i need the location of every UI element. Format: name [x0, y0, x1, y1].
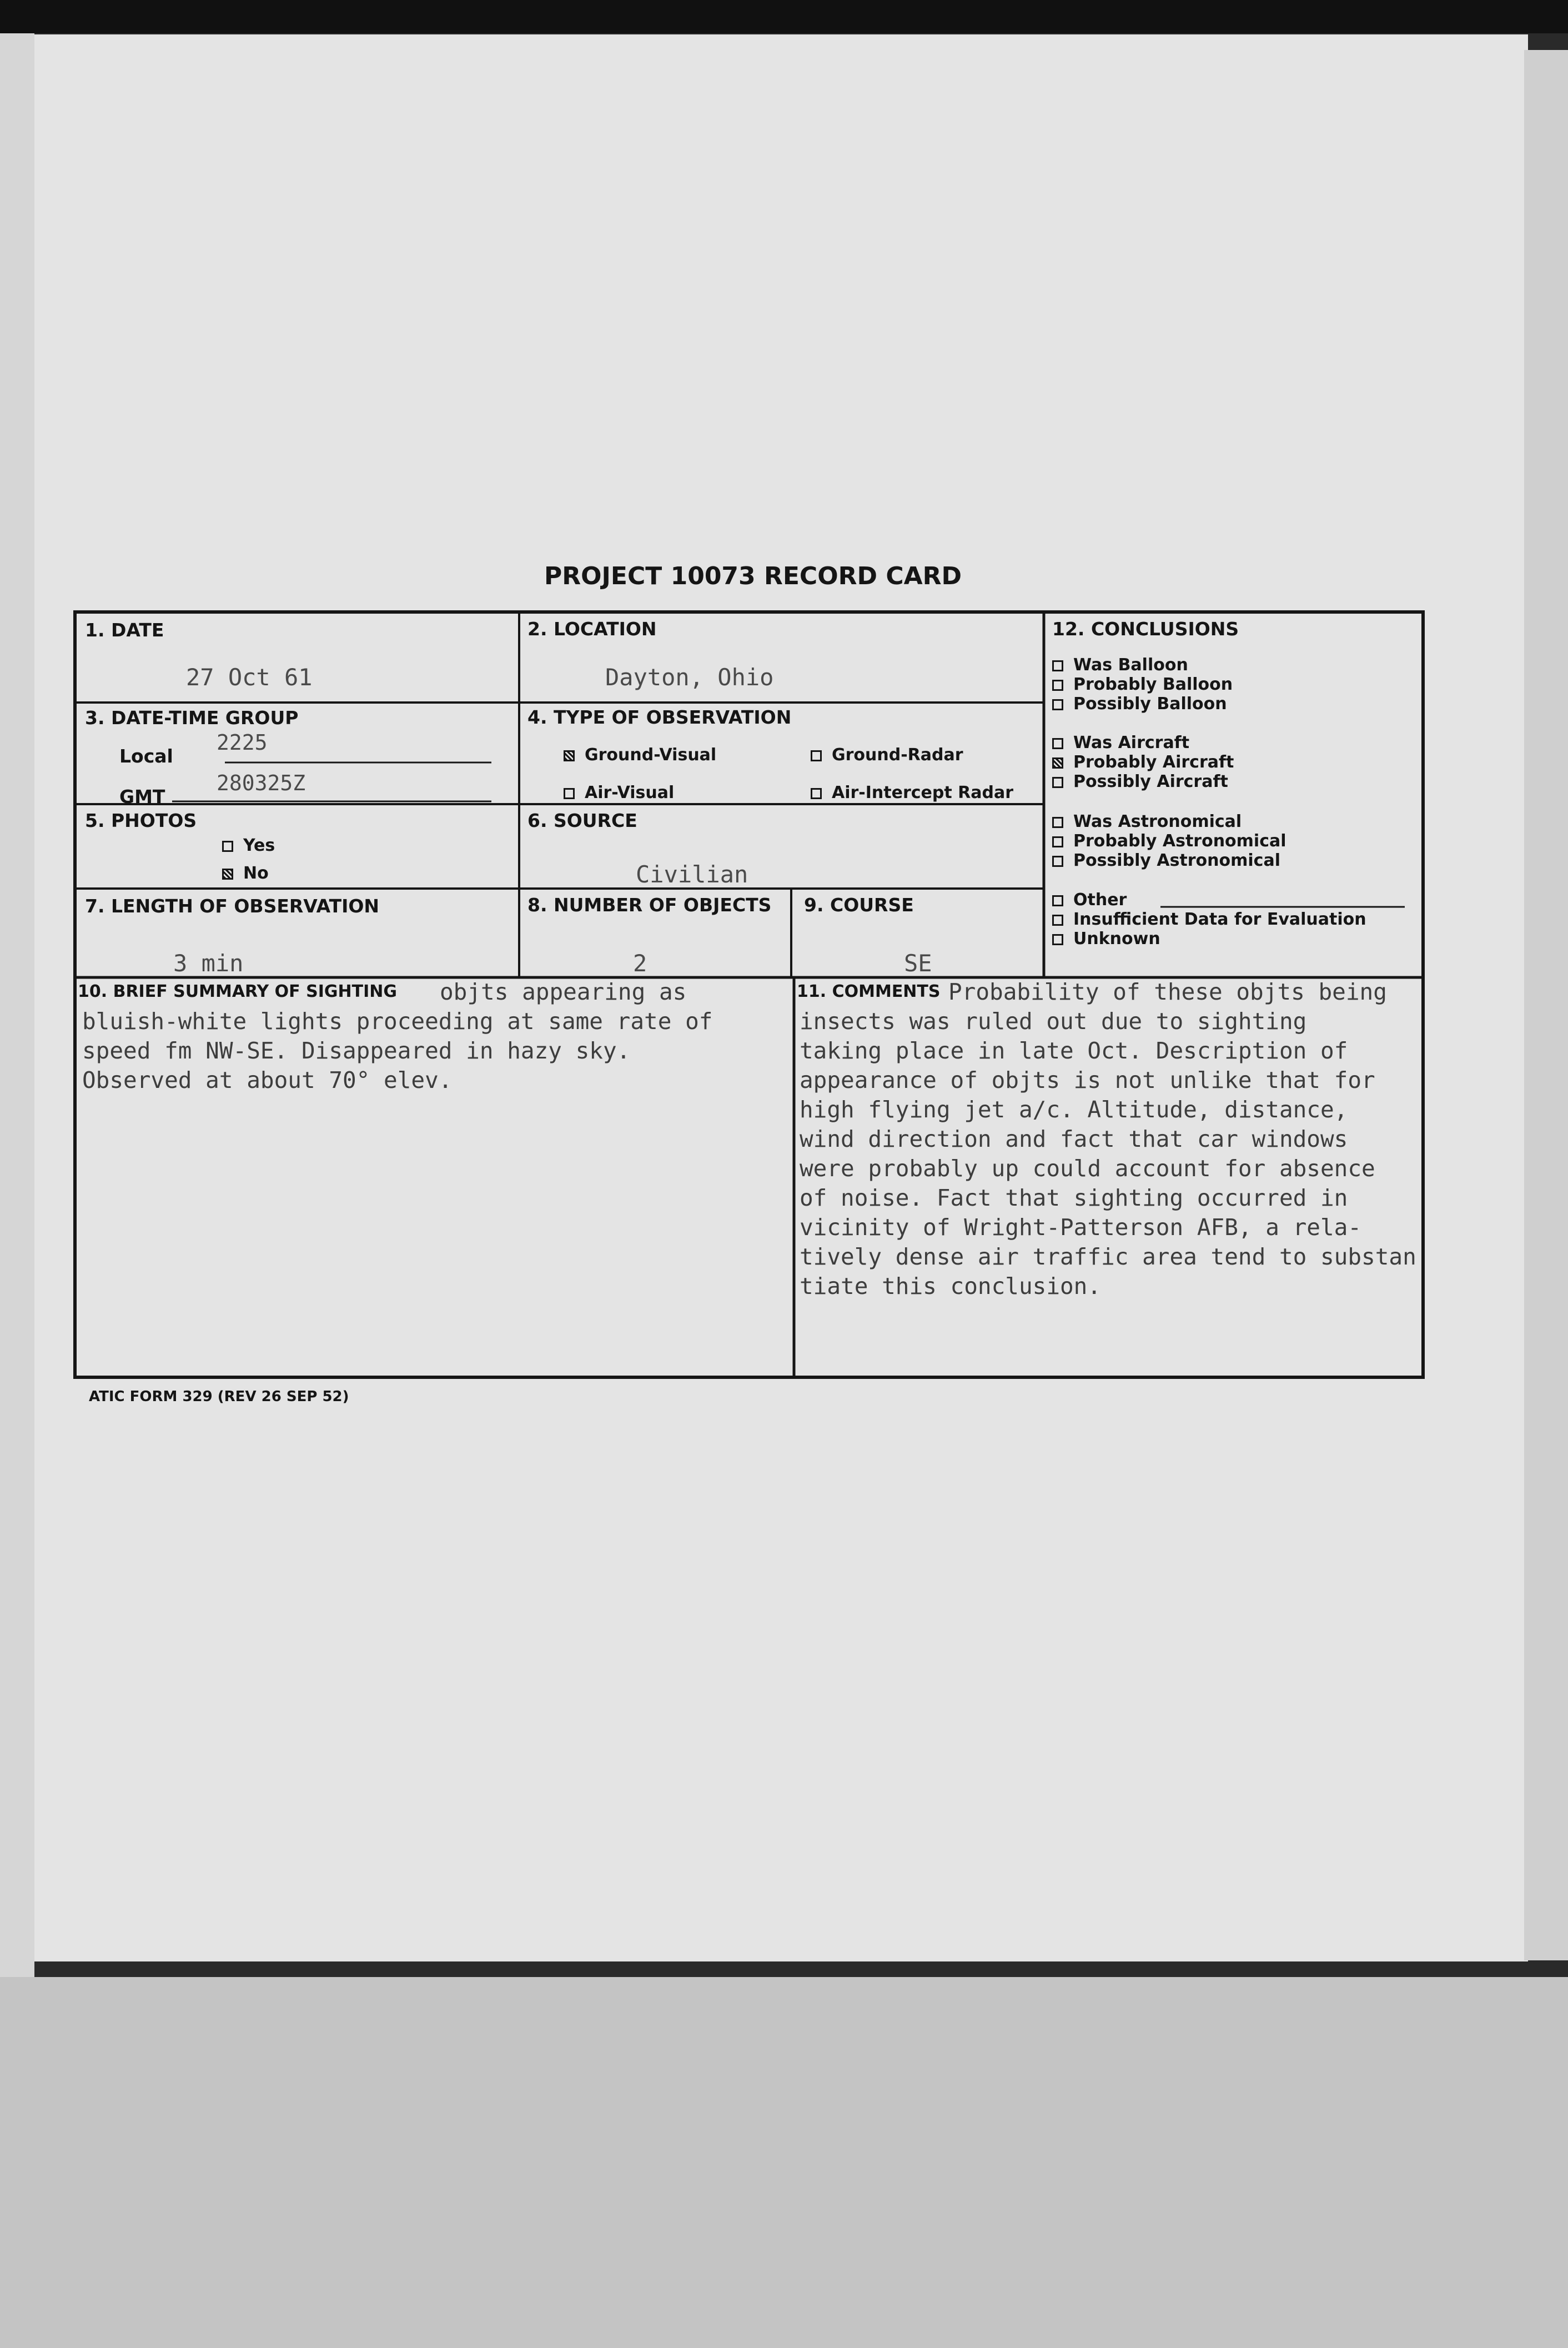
photos-yes[interactable]: Yes — [222, 836, 275, 855]
checkbox-icon — [222, 869, 233, 880]
conclusion-unknown[interactable]: Unknown — [1052, 929, 1160, 949]
date-value: 27 Oct 61 — [186, 664, 313, 691]
checkbox-icon — [1052, 836, 1063, 847]
checkbox-icon — [1052, 817, 1063, 828]
conclusion-was-balloon[interactable]: Was Balloon — [1052, 655, 1188, 675]
conclusion-probably-balloon[interactable]: Probably Balloon — [1052, 675, 1233, 694]
checkbox-icon — [1052, 738, 1063, 749]
comments-line: were probably up could account for absence — [800, 1155, 1375, 1182]
conclusion-was-astronomical[interactable]: Was Astronomical — [1052, 812, 1242, 831]
option-air-intercept-radar[interactable]: Air-Intercept Radar — [811, 783, 1013, 802]
observation-type-label: 4. TYPE OF OBSERVATION — [527, 706, 792, 728]
card-title: PROJECT 10073 RECORD CARD — [544, 562, 962, 590]
conclusion-was-aircraft[interactable]: Was Aircraft — [1052, 733, 1189, 752]
comments-line: high flying jet a/c. Altitude, distance, — [800, 1096, 1348, 1123]
conclusions-label: 12. CONCLUSIONS — [1052, 618, 1239, 640]
number-objects-label: 8. NUMBER OF OBJECTS — [527, 894, 772, 916]
datetime-label: 3. DATE-TIME GROUP — [85, 707, 299, 729]
checkbox-icon — [564, 750, 575, 761]
number-objects-value: 2 — [633, 950, 647, 977]
conclusion-probably-astronomical[interactable]: Probably Astronomical — [1052, 831, 1286, 851]
comments-line: taking place in late Oct. Description of — [800, 1037, 1348, 1064]
checkbox-icon — [222, 841, 233, 852]
checkbox-icon — [1052, 934, 1063, 945]
source-label: 6. SOURCE — [527, 810, 637, 831]
checkbox-icon — [1052, 915, 1063, 926]
course-value: SE — [904, 950, 932, 977]
date-label: 1. DATE — [85, 619, 164, 641]
checkbox-icon — [1052, 699, 1063, 710]
source-value: Civilian — [636, 861, 748, 888]
course-label: 9. COURSE — [804, 894, 914, 916]
comments-line: tively dense air traffic area tend to substan — [800, 1243, 1416, 1270]
summary-line: bluish-white lights proceeding at same rate of — [82, 1008, 713, 1035]
photos-no[interactable]: No — [222, 864, 269, 883]
local-label: Local — [119, 745, 173, 767]
comments-line: Probability of these objts being — [948, 979, 1387, 1005]
checkbox-icon — [1052, 660, 1063, 671]
gmt-value: 280325Z — [217, 771, 306, 795]
comments-line: of noise. Fact that sighting occurred in — [800, 1185, 1348, 1211]
conclusion-insufficient-data[interactable]: Insufficient Data for Evaluation — [1052, 910, 1366, 929]
checkbox-icon — [564, 788, 575, 799]
conclusion-possibly-balloon[interactable]: Possibly Balloon — [1052, 694, 1227, 714]
checkbox-icon — [811, 788, 822, 799]
gmt-label: GMT — [119, 786, 165, 807]
comments-label: 11. COMMENTS — [797, 982, 941, 1001]
checkbox-icon — [1052, 895, 1063, 906]
comments-line: insects was ruled out due to sighting — [800, 1008, 1307, 1035]
checkbox-icon — [1052, 856, 1063, 867]
location-label: 2. LOCATION — [527, 618, 657, 640]
length-value: 3 min — [173, 950, 244, 977]
conclusion-possibly-astronomical[interactable]: Possibly Astronomical — [1052, 851, 1280, 870]
form-footer: ATIC FORM 329 (REV 26 SEP 52) — [89, 1388, 349, 1405]
conclusion-other[interactable]: Other — [1052, 890, 1127, 910]
summary-label: 10. BRIEF SUMMARY OF SIGHTING — [78, 982, 397, 1001]
length-label: 7. LENGTH OF OBSERVATION — [85, 895, 380, 917]
local-value: 2225 — [217, 730, 268, 755]
option-ground-radar[interactable]: Ground-Radar — [811, 745, 963, 765]
checkbox-icon — [811, 750, 822, 761]
checkbox-icon — [1052, 680, 1063, 691]
checkbox-icon — [1052, 777, 1063, 788]
option-air-visual[interactable]: Air-Visual — [564, 783, 674, 802]
summary-line: objts appearing as — [440, 979, 687, 1005]
location-value: Dayton, Ohio — [605, 664, 774, 691]
conclusion-possibly-aircraft[interactable]: Possibly Aircraft — [1052, 772, 1228, 791]
photos-label: 5. PHOTOS — [85, 810, 197, 831]
comments-line: tiate this conclusion. — [800, 1273, 1102, 1300]
conclusion-probably-aircraft[interactable]: Probably Aircraft — [1052, 752, 1234, 772]
checkbox-icon — [1052, 757, 1063, 769]
comments-line: wind direction and fact that car windows — [800, 1126, 1348, 1152]
summary-line: Observed at about 70° elev. — [82, 1067, 453, 1093]
comments-line: vicinity of Wright-Patterson AFB, a rela- — [800, 1214, 1362, 1241]
option-ground-visual[interactable]: Ground-Visual — [564, 745, 716, 765]
comments-line: appearance of objts is not unlike that for — [800, 1067, 1375, 1093]
summary-line: speed fm NW-SE. Disappeared in hazy sky. — [82, 1037, 631, 1064]
